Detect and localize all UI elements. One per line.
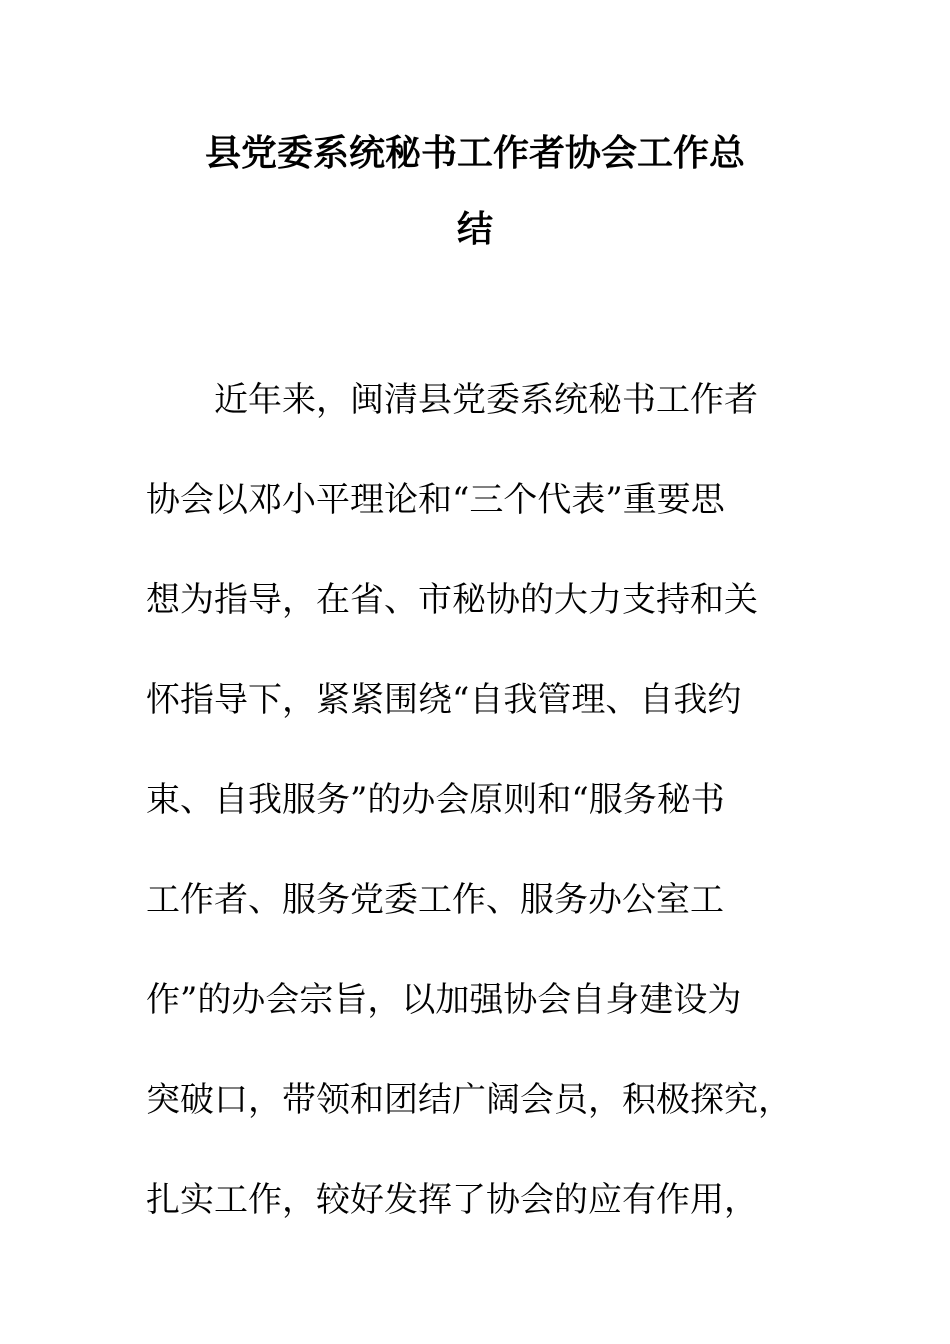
body-line-5: 束、自我服务”的办会原则和“服务秘书 [146, 780, 725, 820]
body-line-3: 想为指导，在省、市秘协的大力支持和关 [146, 580, 758, 620]
body-line-6: 工作者、服务党委工作、服务办公室工 [146, 880, 724, 920]
body-line-2: 协会以邓小平理论和“三个代表”重要思 [146, 480, 725, 520]
body-line-1: 近年来，闽清县党委系统秘书工作者 [214, 380, 758, 420]
document-title-line-2: 结 [456, 209, 493, 250]
body-line-4: 怀指导下，紧紧围绕“自我管理、自我约 [146, 680, 742, 720]
body-line-9: 扎实工作，较好发挥了协会的应有作用， [146, 1180, 758, 1220]
body-line-8: 突破口，带领和团结广阔会员，积极探究， [146, 1080, 792, 1120]
body-line-7: 作”的办会宗旨，以加强协会自身建设为 [146, 980, 742, 1020]
document-title-line-1: 县党委系统秘书工作者协会工作总 [204, 133, 745, 174]
